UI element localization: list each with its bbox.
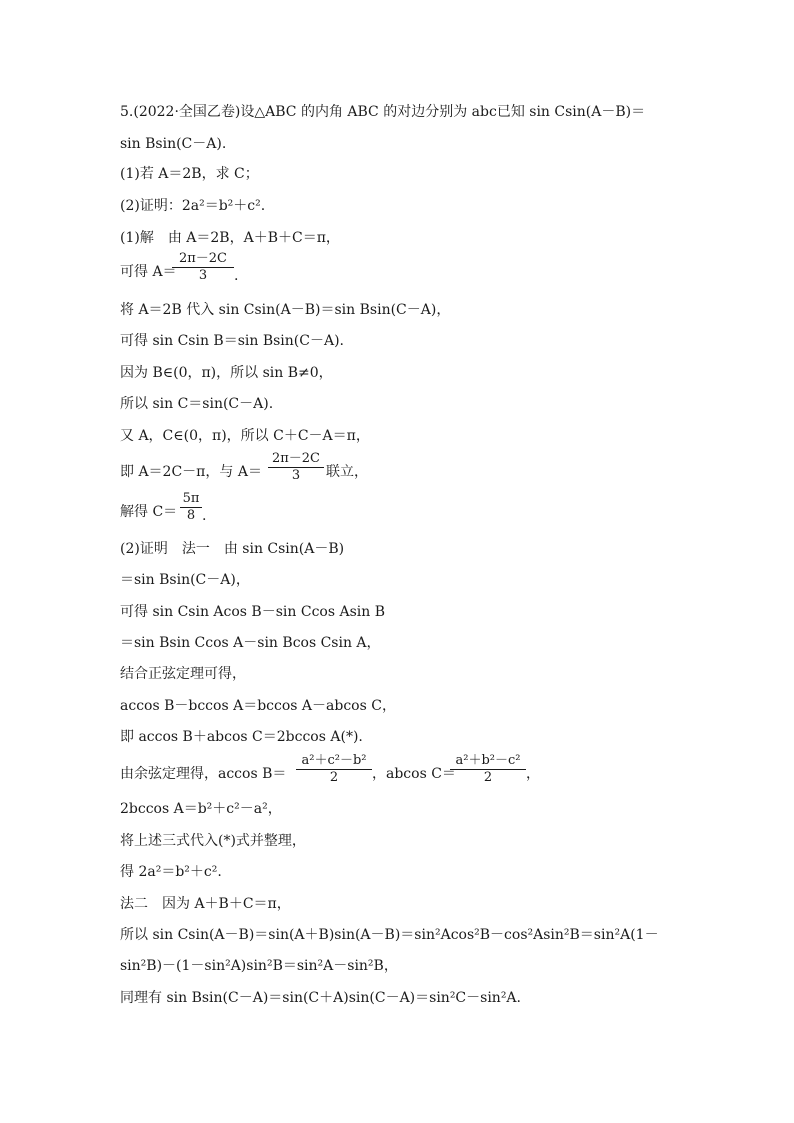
fraction-numerator: a²＋b²－c² <box>455 753 521 768</box>
fraction-c-value <box>180 492 202 523</box>
solution2-line-2: ＝sin Bsin(C－A)， <box>120 572 250 588</box>
fraction-a-value-2 <box>268 452 324 483</box>
fraction-numerator: 2π－2C <box>178 251 228 266</box>
solution2-line-3: 可得 sin Csin Acos B－sin Ccos Asin B <box>120 604 385 620</box>
solution1-line-1: (1)解 由 A＝2B，A＋B＋C＝π， <box>120 230 340 246</box>
solution1-line-3: 将 A＝2B 代入 sin Csin(A－B)＝sin Bsin(C－A)， <box>120 302 451 318</box>
fraction-suffix: . <box>234 268 239 284</box>
fraction-denominator: 2 <box>483 770 493 785</box>
fraction-abcosc <box>450 754 526 785</box>
solution1-line-8-prefix: 即 A＝2C－π，与 A＝ <box>120 464 262 480</box>
solution1-line-5: 因为 B∈(0，π)，所以 sin B≠0， <box>120 365 333 381</box>
solution2-line-12: 法二 因为 A＋B＋C＝π， <box>120 896 291 912</box>
solution2-line-5: 结合正弦定理可得， <box>120 666 246 682</box>
solution2-line-9: 2bccos A＝b²＋c²－a²， <box>120 801 282 817</box>
solution2-line-11: 得 2a²＝b²＋c². <box>120 864 222 880</box>
solution2-line-4: ＝sin Bsin Ccos A－sin Bcos Csin A， <box>120 635 381 651</box>
problem-line-2: sin Bsin(C－A). <box>120 136 227 152</box>
fraction-a-value <box>172 252 234 283</box>
problem-line-1: 5.(2022·全国乙卷)设△ABC 的内角 ABC 的对边分别为 abc已知 sin Csin(A－B)＝ <box>120 104 646 120</box>
solution2-line-6: accos B－bccos A＝bccos A－abcos C， <box>120 698 396 714</box>
solution2-line-10: 将上述三式代入(*)式并整理， <box>120 833 306 849</box>
fraction-accosb <box>296 754 372 785</box>
fraction-numerator: 2π－2C <box>271 451 321 466</box>
solution2-line-8-suffix: ， <box>526 766 540 782</box>
fraction-denominator: 2 <box>329 770 339 785</box>
solution2-line-7: 即 accos B＋abcos C＝2bccos A(*). <box>120 729 363 745</box>
fraction-suffix: . <box>202 508 207 524</box>
fraction-denominator: 3 <box>198 268 208 283</box>
question-1: (1)若 A＝2B，求 C； <box>120 166 259 182</box>
solution1-line-2-prefix: 可得 A＝ <box>120 264 177 280</box>
solution2-line-14: sin²B)－(1－sin²A)sin²B＝sin²A－sin²B， <box>120 958 398 974</box>
solution2-line-13: 所以 sin Csin(A－B)＝sin(A＋B)sin(A－B)＝sin²Acos²B－cos²Asin²B＝sin²A(1－ <box>120 927 659 943</box>
fraction-numerator: a²＋c²－b² <box>301 753 367 768</box>
solution2-line-8-mid: ，abcos C＝ <box>372 766 456 782</box>
solution1-line-7: 又 A，C∈(0，π)，所以 C＋C－A＝π， <box>120 428 370 444</box>
solution1-line-8-suffix: 联立， <box>326 464 368 480</box>
fraction-numerator: 5π <box>182 491 200 506</box>
solution1-line-9-prefix: 解得 C＝ <box>120 504 178 520</box>
solution2-line-15: 同理有 sin Bsin(C－A)＝sin(C＋A)sin(C－A)＝sin²C－sin²A. <box>120 990 521 1006</box>
fraction-denominator: 3 <box>291 468 301 483</box>
solution2-line-8-prefix: 由余弦定理得，accos B＝ <box>120 766 287 782</box>
solution1-line-4: 可得 sin Csin B＝sin Bsin(C－A). <box>120 333 344 349</box>
solution2-line-1: (2)证明 法一 由 sin Csin(A－B) <box>120 541 345 557</box>
question-2: (2)证明：2a²＝b²＋c². <box>120 198 266 214</box>
solution1-line-6: 所以 sin C＝sin(C－A). <box>120 396 274 412</box>
fraction-denominator: 8 <box>186 508 196 523</box>
